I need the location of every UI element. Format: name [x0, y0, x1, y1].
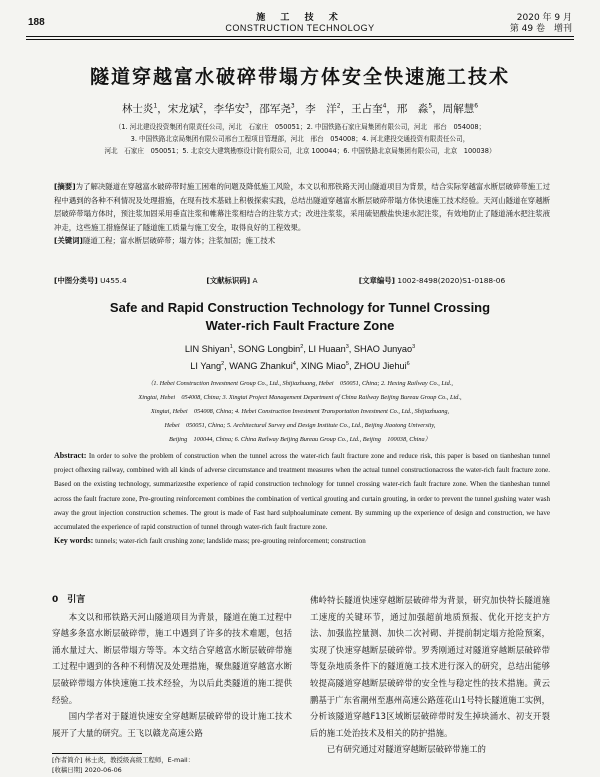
authors-en-line: LI Yang$^2$, WANG Zhankui$^4$, XING Miao$^5$, ZHOU Jiehui$^6$	[190, 361, 410, 372]
header-rule	[26, 36, 574, 37]
affiliation-en-line: Xingtai, Hebei 054008, China; 4. Hebei Construction Investment Transportation Investment Co., Ltd., Shijiazhuang,	[150, 408, 450, 415]
author-affiliation-mark: 5	[428, 102, 433, 110]
author-name: 周解慧	[442, 103, 475, 115]
received-date: [收稿日期] 2020-06-06	[52, 766, 122, 774]
abstract-cn	[54, 180, 550, 248]
authors-en-line: LIN Shiyan$^1$, SONG Longbin$^2$, LI Huaan$^3$, SHAO Junyao$^3$	[184, 344, 416, 355]
classification-line	[54, 275, 550, 286]
author-affiliation-mark: 3	[412, 344, 416, 350]
author-name: SONG Longbin	[237, 344, 301, 355]
author-name: LI Yang	[190, 361, 222, 372]
author-affiliation-mark: 5	[345, 361, 349, 368]
footnote-rule	[52, 753, 142, 754]
author-name: 林士炎	[121, 103, 154, 115]
body-paragraph: 国内学者对于隧道快速安全穿越断层破碎带的设计施工技术展开了大量的研究。王飞以赣龙高速公路	[52, 711, 292, 738]
title-en-line: Water-rich Fault Fracture Zone	[205, 318, 395, 333]
author-name: WANG Zhankui	[229, 361, 293, 372]
keywords-en-label: Key words:	[54, 536, 94, 546]
author-name: 邵军尧	[259, 103, 291, 115]
affiliation-en-line: Beijing 100044, China; 6. China Railway Beijing Bureau Group Co., Ltd., Beijing 100038, China）	[169, 436, 431, 443]
affiliations-en	[40, 377, 560, 447]
title-en	[0, 299, 600, 335]
header-rule-thin	[26, 39, 574, 40]
author-name: 邢 淼	[396, 103, 429, 115]
journal-name-en: CONSTRUCTION TECHNOLOGY	[225, 23, 375, 33]
keywords-cn-label: [关键词]	[54, 236, 83, 246]
affiliation-cn-line: 河北 石家庄 050051；5. 北京交大建筑勘察设计院有限公司，北京 100044；6. 中国铁路北京局集团有限公司，北京 100038）	[104, 147, 496, 155]
affiliation-cn-line: 3. 中国铁路北京局集团有限公司邢台工程项目管理部，河北 邢台 054008；4. 河北建投交通投资有限责任公司，	[130, 135, 470, 143]
clc-code: U455.4	[100, 276, 127, 285]
author-name: 李 洋	[305, 103, 337, 115]
author-affiliation-mark: 1	[229, 344, 233, 350]
article-no: 1002-8498(2020)S1-0188-06	[397, 276, 506, 285]
author-info: [作者简介] 林士炎，教授级高级工程师，E-mail：	[52, 756, 195, 764]
affiliation-cn-line: （1. 河北建设投资集团有限责任公司，河北 石家庄 050051；2. 中国铁路石家庄局集团有限公司，河北 邢台 054008；	[114, 123, 486, 131]
author-name: ZHOU Jiehui	[354, 361, 407, 372]
abstract-en-label: Abstract:	[54, 451, 87, 460]
doc-code: A	[252, 276, 258, 285]
affiliation-en-line: Hebei 050051, China; 5. Architectural Survey and Design Institute Co., Ltd., Beijing Jiaotong University,	[164, 422, 436, 429]
author-affiliation-mark: 3	[345, 344, 349, 350]
author-affiliation-mark: 2	[221, 361, 225, 368]
title-en-line: Safe and Rapid Construction Technology for Tunnel Crossing	[109, 300, 491, 315]
author-name: 李华安	[213, 103, 246, 115]
author-affiliation-mark: 3	[290, 102, 295, 110]
authors-cn: 林士炎$^1$，宋龙斌$^2$，李华安$^3$，邵军尧$^3$，李 洋$^2$，王占奎$^4$，邢 淼$^5$，周解慧$^6$	[121, 102, 479, 115]
body-paragraph: 佛岭特长隧道快速穿越断层破碎带为背景，研究加快特长隧道施工速度的关键环节，通过加强超前地质预报、优化开挖支护方法、加强监控量测、加快二次衬砌、并提前制定塌方抢险预案，实现了快速穿越断层破碎带。罗秀刚通过对隧道穿越断层破碎带等复杂地质条件下的隧道施工技术进行深入的研究，总结出能够较提高隧道穿越断层破碎带的安全性与稳定性的技术措施。黄云鹏基于广东省潮州至惠州高速公路莲花山1号特长隧道施工实例，分析该隧道穿越F13区域断层破碎带时发生掉块涌水、初支开裂后的施工处治技术及相关的防护措施。	[310, 595, 550, 738]
page-number: 188	[28, 17, 45, 28]
footnote	[52, 755, 292, 775]
author-name: XING Miao	[300, 361, 346, 372]
author-affiliation-mark: 1	[153, 102, 158, 110]
author-name: 王占奎	[351, 103, 383, 115]
author-affiliation-mark: 4	[382, 102, 387, 110]
author-affiliation-mark: 4	[292, 361, 296, 368]
journal-name-cn: 施 工 技 术	[256, 13, 344, 23]
abstract-cn-text: 为了解决隧道在穿越富水破碎带时施工困难的问题及降低施工风险，本文以和邢铁路天河山隧道项目为背景，结合实际穿越富水断层破碎带施工过程中遇到的各种不利情况及处理措施，在现有技术基础上积极探索实践，总结出隧道穿越富水断层破碎带塌方体快速施工技术经验。天河山隧道在穿越断层破碎带塌方体时，预注浆加固采用垂直注浆和帷幕注浆相结合的注浆方式；改进注浆浆，采用硫铝酸盐快速水泥注浆，有效地防止了隧道涌水把注浆液冲走，这些施工措施保证了隧道施工质量与施工安全，取得良好的工程效果。	[54, 182, 550, 232]
affiliation-en-line: （1. Hebei Construction Investment Group Co., Ltd., Shijiazhuang, Hebei 050051, China; 2. Hexing Railway Co., Ltd.,	[147, 380, 453, 387]
affiliation-en-line: Xingtai, Hebei 054008, China; 3. Xingtai Project Management Department of China Railway Beijing Bureau Group Co., Ltd.,	[138, 394, 462, 401]
section-heading: 0 引言	[52, 595, 86, 605]
body-paragraph: 已有研究通过对隧道穿越断层破碎带施工的	[326, 744, 486, 755]
author-affiliation-mark: 6	[406, 361, 410, 368]
author-affiliation-mark: 3	[245, 102, 249, 110]
authors-en	[0, 340, 600, 374]
issue-info	[510, 13, 572, 35]
author-name: SHAO Junyao	[353, 344, 413, 355]
author-name: LIN Shiyan	[184, 344, 230, 355]
body-column-left	[52, 592, 292, 741]
clc-label: [中图分类号]	[54, 276, 98, 285]
affiliations-cn	[40, 121, 560, 157]
body-paragraph: 本文以和邢铁路天河山隧道项目为背景，隧道在施工过程中穿越多条富水断层破碎带，施工中遇到了许多的技术难题，包括涌水量过大、断层带塌方等等。本文结合穿越富水断层破碎带施工过程中遇到的各种不利情况及处理措施，聚焦隧道穿越富水断层破碎带塌方体快速施工技术经验，为以后此类隧道的施工提供经验。	[52, 611, 292, 705]
author-affiliation-mark: 2	[199, 102, 204, 110]
keywords-en: tunnels; water-rich fault crushing zone; landslide mass; pre-grouting reinforcement; construction	[95, 537, 366, 546]
author-name: LI Huaan	[308, 344, 346, 355]
title-cn: 隧道穿越富水破碎带塌方体安全快速施工技术	[89, 66, 510, 88]
author-affiliation-mark: 6	[474, 102, 479, 110]
keywords-cn: 隧道工程；富水断层破碎带；塌方体；注浆加固；施工技术	[82, 236, 276, 246]
article-no-label: [文章编号]	[358, 276, 396, 285]
issue-volume: 第 49 卷 增刊	[509, 24, 572, 34]
issue-date: 2020 年 9 月	[516, 13, 572, 23]
body-column-right	[310, 592, 550, 758]
abstract-en	[54, 449, 550, 548]
abstract-en-text: In order to solve the problem of construction when the tunnel across the water-rich fault fracture zone and reduce risk, this paper is based on tianheshan tunnel project ofhexing railway, combined with all kinds of adverse circumstance and treatment measures when the actual tunnel constructionacross the water-rich fault fracture zone. Based on the existing technology, summarizesthe experience of rapid construction technology for tunnel crossing water-rich fault fracture zone. When the tianheshan tunnel across the fault fracture zone, Pre-grouting reinforcement combines the combination of vertical grouting and curtain grouting, in order to prevent the tunnel gushing water wash away the grout injection construction schemes. The grout is made of Fast hard sulphoaluminate cement. By summing up the experience of design and construction, we have accumulated the experience of rapid construction of tunnel through water-rich fault fracture zone.	[54, 452, 551, 532]
author-name: 宋龙斌	[167, 103, 200, 115]
abstract-cn-label: [摘要]	[54, 182, 76, 191]
author-affiliation-mark: 2	[300, 344, 304, 350]
doc-code-label: [文献标识码]	[206, 276, 251, 285]
author-affiliation-mark: 2	[336, 102, 341, 110]
